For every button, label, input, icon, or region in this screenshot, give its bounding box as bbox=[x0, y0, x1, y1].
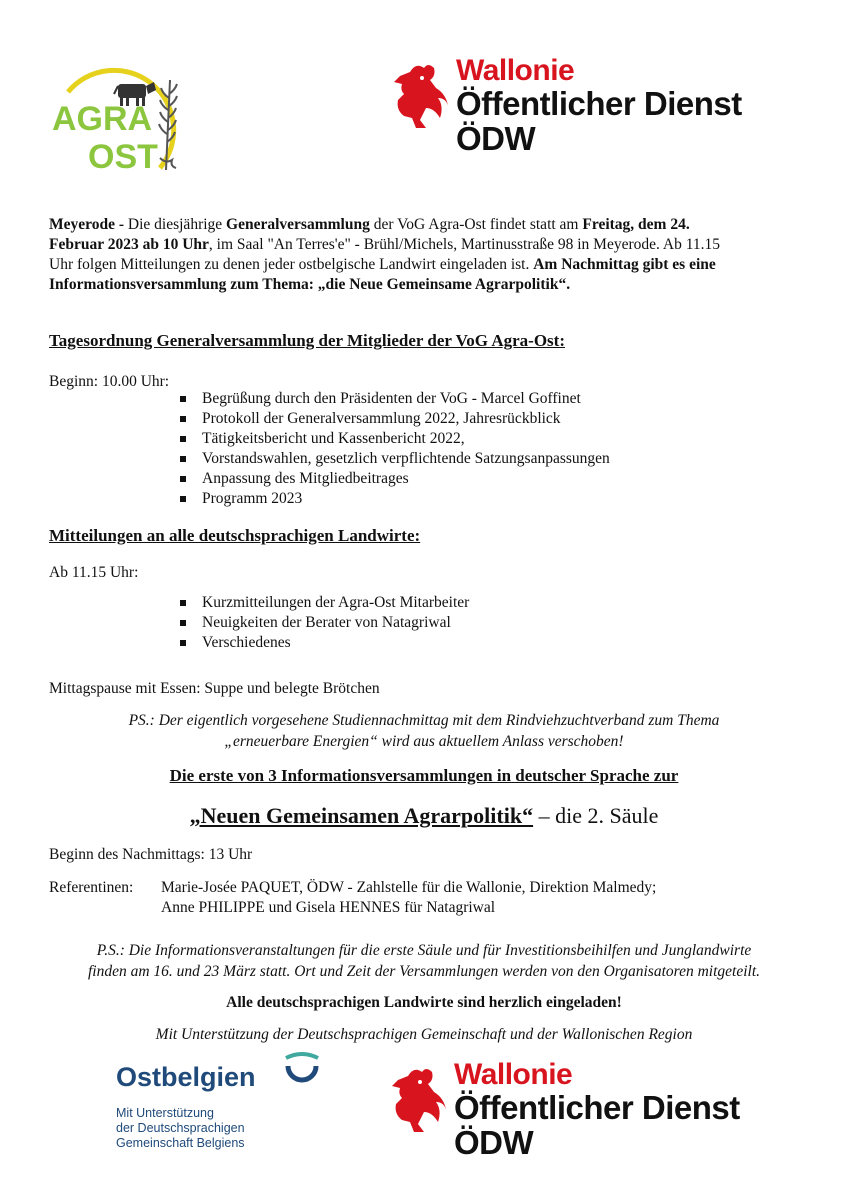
caption-line: Mit Unterstützung bbox=[116, 1106, 214, 1120]
intro-line-2 bbox=[49, 235, 801, 255]
wallonie-acronym: ÖDW bbox=[454, 1124, 534, 1161]
notices-heading: Mitteilungen an alle deutschsprachigen Landwirte: bbox=[49, 526, 421, 545]
intro-text: , im Saal "An Terres'e" - Brühl/Michels, Martinusstraße 98 in Meyerode. Ab 11.15 bbox=[208, 236, 721, 253]
wallonie-name: Wallonie bbox=[456, 54, 575, 87]
list-item: Begrüßung durch den Präsidenten der VoG - Marcel Goffinet bbox=[176, 389, 610, 409]
intro-date: Freitag, dem 24. bbox=[582, 216, 690, 233]
ostbelgien-name: Ostbelgien bbox=[116, 1062, 256, 1092]
info-heading: Die erste von 3 Informationsversammlungen in deutscher Sprache zur bbox=[169, 766, 679, 785]
intro-text: Die diesjährige bbox=[127, 216, 227, 233]
intro-paragraph bbox=[49, 215, 801, 295]
rooster-icon bbox=[392, 58, 454, 128]
caption-line: der Deutschsprachigen bbox=[116, 1121, 245, 1135]
intro-bold: Generalversammlung bbox=[226, 216, 370, 233]
info-start: Beginn des Nachmittags: 13 Uhr bbox=[49, 846, 253, 863]
list-item: Neuigkeiten der Berater von Natagriwal bbox=[176, 613, 469, 633]
ps-line: finden am 16. und 23 März statt. Ort und Zeit der Versammlungen werden von den Organisatoren mitgeteilt. bbox=[87, 963, 761, 980]
support-text: Mit Unterstützung der Deutschsprachigen Gemeinschaft und der Wallonischen Region bbox=[155, 1026, 693, 1043]
intro-bold: Am Nachmittag gibt es eine bbox=[533, 256, 716, 273]
list-item: Anpassung des Mitgliedbeitrages bbox=[176, 469, 610, 489]
notices-list bbox=[176, 593, 469, 653]
speakers-label: Referentinen: bbox=[49, 879, 134, 896]
list-item: Verschiedenes bbox=[176, 633, 469, 653]
ps-note-2 bbox=[0, 940, 848, 982]
intro-line-3 bbox=[49, 255, 801, 275]
wallonie-logo-bottom bbox=[390, 1060, 790, 1170]
ps-line: P.S.: Die Informationsveranstaltungen für die erste Säule und für Investitionsbeihilfen und Junglandwirte bbox=[96, 942, 752, 959]
ostbelgien-logo bbox=[116, 1048, 336, 1158]
agra-ost-logo bbox=[48, 50, 198, 178]
intro-line-1 bbox=[49, 215, 801, 235]
ps-line: PS.: Der eigentlich vorgesehene Studiennachmittag mit dem Rindviehzuchtverband zum Thema bbox=[128, 712, 720, 729]
info-title-rest: – die 2. Säule bbox=[533, 803, 659, 828]
agra-text: AGRA bbox=[52, 100, 153, 138]
intro-text: der VoG Agra-Ost findet statt am bbox=[369, 216, 583, 233]
wallonie-logo-top bbox=[392, 56, 792, 166]
ostbelgien-emblem-icon bbox=[282, 1048, 322, 1088]
info-title-bold: „Neuen Gemeinsamen Agrarpolitik“ bbox=[189, 803, 534, 828]
wallonie-name: Wallonie bbox=[454, 1058, 573, 1091]
intro-text: Uhr folgen Mitteilungen zu denen jeder ostbelgische Landwirt eingeladen ist. bbox=[49, 256, 534, 273]
info-title bbox=[0, 803, 848, 829]
intro-date: Februar 2023 ab 10 Uhr bbox=[49, 236, 209, 253]
ps-line: „erneuerbare Energien“ wird aus aktuellem Anlass verschoben! bbox=[224, 733, 624, 750]
list-item: Tätigkeitsbericht und Kassenbericht 2022, bbox=[176, 429, 610, 449]
rooster-icon bbox=[390, 1062, 452, 1132]
invite-text: Alle deutschsprachigen Landwirte sind herzlich eingeladen! bbox=[226, 994, 622, 1011]
wallonie-service: Öffentlicher Dienst bbox=[456, 85, 742, 122]
speaker-2: Anne PHILIPPE und Gisela HENNES für Natagriwal bbox=[161, 899, 496, 916]
intro-bold: Informationsversammlung zum Thema: „die Neue Gemeinsame Agrarpolitik“. bbox=[49, 276, 571, 293]
speaker-1: Marie-Josée PAQUET, ÖDW - Zahlstelle für die Wallonie, Direktion Malmedy; bbox=[161, 879, 657, 896]
ost-text: OST bbox=[88, 138, 158, 176]
list-item: Programm 2023 bbox=[176, 489, 610, 509]
agenda-start: Beginn: 10.00 Uhr: bbox=[49, 373, 170, 390]
notices-start: Ab 11.15 Uhr: bbox=[49, 564, 139, 581]
list-item: Protokoll der Generalversammlung 2022, Jahresrückblick bbox=[176, 409, 610, 429]
wallonie-service: Öffentlicher Dienst bbox=[454, 1089, 740, 1126]
agenda-list bbox=[176, 389, 610, 509]
list-item: Kurzmitteilungen der Agra-Ost Mitarbeiter bbox=[176, 593, 469, 613]
caption-line: Gemeinschaft Belgiens bbox=[116, 1136, 245, 1150]
intro-location: Meyerode - bbox=[49, 216, 128, 233]
ps-note-1 bbox=[0, 710, 848, 752]
list-item: Vorstandswahlen, gesetzlich verpflichtende Satzungsanpassungen bbox=[176, 449, 610, 469]
agenda-heading: Tagesordnung Generalversammlung der Mitglieder der VoG Agra-Ost: bbox=[49, 331, 565, 350]
intro-line-4 bbox=[49, 275, 801, 295]
wallonie-acronym: ÖDW bbox=[456, 120, 536, 157]
lunch-text: Mittagspause mit Essen: Suppe und belegte Brötchen bbox=[49, 680, 380, 697]
ostbelgien-caption bbox=[116, 1106, 245, 1151]
